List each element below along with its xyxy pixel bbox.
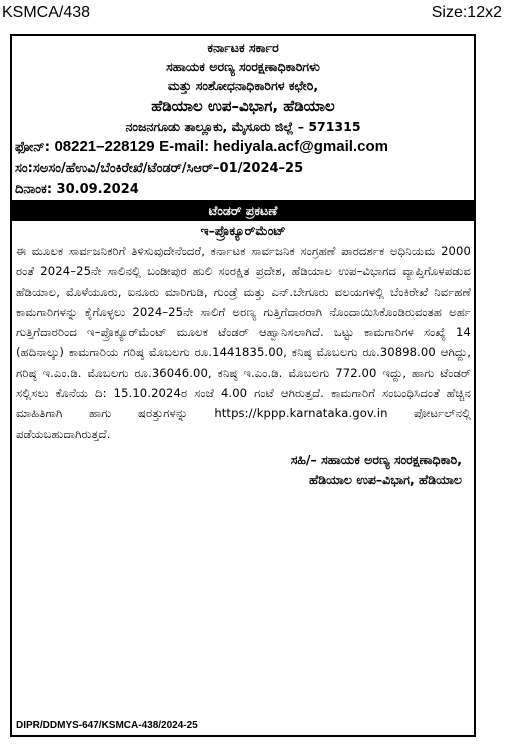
office-header <box>12 36 474 136</box>
phone-number: 08221–228129 <box>54 138 155 155</box>
contact-line <box>12 136 474 158</box>
notice-title: ಟೆಂಡರ್ ಪ್ರಕಟಣೆ <box>12 200 474 221</box>
office-title-line2: ಮತ್ತು ಸಂಶೋಧನಾಧಿಕಾರಿಗಳ ಕಛೇರಿ, <box>167 78 319 93</box>
phone-label: ಫೋನ್: <box>15 140 50 155</box>
signature-line1: ಸಹಿ/– ಸಹಾಯಕ ಅರಣ್ಯ ಸಂರಕ್ಷಣಾಧಿಕಾರಿ, <box>290 451 462 467</box>
government-name: ಕರ್ನಾಟಕ ಸರ್ಕಾರ <box>207 40 279 55</box>
notice-body <box>12 241 474 444</box>
signature-line2: ಹೆಡಿಯಾಲ ಉಪ–ವಿಭಾಗ, ಹೆಡಿಯಾಲ <box>309 471 462 487</box>
office-division: ಹೆಡಿಯಾಲ ಉಪ–ವಿಭಾಗ, ಹೆಡಿಯಾಲ <box>151 97 335 115</box>
top-bar <box>0 0 506 26</box>
email-address: E-mail: hediyala.acf@gmail.com <box>159 138 388 155</box>
office-address: ನಂಜನಗೂಡು ತಾಲ್ಲೂಕು, ಮೈಸೂರು ಜಿಲ್ಲೆ – 571315 <box>125 119 361 134</box>
reference-number: ಸಂ:ಸಅಸಂ/ಹೆಉವಿ/ಬೆಂಕಿರೇಖೆ/ಟೆಂಡರ್/ಸಿಆರ್–01/2024–25 <box>15 161 304 176</box>
notice-body-text: ಈ ಮೂಲಕ ಸಾರ್ವಜನಿಕರಿಗೆ ತಿಳಿಸುವುದೇನೆಂದರೆ, ಕರ್ನಾಟಕ ಸಾರ್ವಜನಿಕ ಸಂಗ್ರಹಣೆ ಪಾರದರ್ಶಕ ಅಧಿನಿಯಮ 2000 ರಂತೆ 2024–25ನೇ ಸಾಲಿನಲ್ಲಿ ಬಂಡೀಪುರ ಹುಲಿ ಸಂರಕ್ಷಿತ ಪ್ರದೇಶ, ಹೆಡಿಯಾಲ ಉಪ–ವಿಭಾಗದ ವ್ಯಾಪ್ತಿಗೊಳಪಡುವ ಹೆಡಿಯಾಲ, ಮೊಳೆಯೂರು, ಐನೂರು ಮಾರಿಗುಡಿ, ಗುಂಡ್ರೆ ಮತ್ತು ಎನ್.ಬೇಗೂರು ವಲಯಗಳಲ್ಲಿ ಬೆಂಕಿರೇಖೆ ನಿರ್ವಹಣೆ ಕಾಮಗಾರಿಗಳನ್ನು ಕೈಗೊಳ್ಳಲು 2024–25ನೇ ಸಾಲಿಗೆ ಅರಣ್ಯ ಗುತ್ತಿಗೆದಾರರಾಗಿ ನೊಂದಾಯಿಸಿಕೊಂಡಿರುವಂತಹ ಅರ್ಹ ಗುತ್ತಿಗೆದಾರರಿಂದ ಇ–ಪ್ರೊಕ್ಯೂರ್‌ಮೆಂಟ್ ಮೂಲಕ ಟೆಂಡರ್ ಆಹ್ವಾನಿಸಲಾಗಿದೆ. ಒಟ್ಟು ಕಾಮಗಾರಿಗಳ ಸಂಖ್ಯೆ 14 (ಹದಿನಾಲ್ಕು) ಕಾಮಗಾರಿಯ ಗರಿಷ್ಠ ಮೊಬಲಗು ರೂ.1441835.00, ಕನಿಷ್ಠ ಮೊಬಲಗು ರೂ.30898.00 ಆಗಿದ್ದು, ಗರಿಷ್ಠ ಇ.ಎಂ.ಡಿ. ಮೊಬಲಗು ರೂ.36046.00, ಕನಿಷ್ಠ ಇ.ಎಂ.ಡಿ. ಮೊಬಲಗು 772.00 ಇದ್ದು, ಹಾಗು ಟೆಂಡರ್ ಸಲ್ಲಿಸಲು ಕೊನೆಯ ದಿ: 15.10.2024ರ ಸಂಜೆ 4.00 ಗಂಟೆ ಆಗಿರುತ್ತದೆ. ಕಾಮಗಾರಿಗೆ ಸಂಬಂಧಿಸಿದಂತೆ ಹೆಚ್ಚಿನ ಮಾಹಿತಿಗಾಗಿ ಹಾಗು ಷರತ್ತುಗಳನ್ನು https://kppp.karnataka.gov.in ಪೋರ್ಟಲ್‌ನಲ್ಲಿ ಪಡೆಯಬಹುದಾಗಿರುತ್ತದೆ. <box>16 244 471 441</box>
ad-size: Size:12x2 <box>431 4 502 21</box>
notice-date: ದಿನಾಂಕ: 30.09.2024 <box>15 182 139 197</box>
notice-subtitle: ಇ–ಪ್ರೊಕ್ಯೂರ್‌ಮೆಂಟ್ <box>200 223 286 238</box>
signature-block <box>12 450 474 490</box>
office-title-line1: ಸಹಾಯಕ ಅರಣ್ಯ ಸಂರಕ್ಷಣಾಧಿಕಾರಿಗಳು <box>166 59 320 74</box>
notice-frame <box>10 34 476 737</box>
dipr-reference: DIPR/DDMYS-647/KSMCA-438/2024-25 <box>16 720 198 731</box>
ad-reference: KSMCA/438 <box>2 4 91 21</box>
